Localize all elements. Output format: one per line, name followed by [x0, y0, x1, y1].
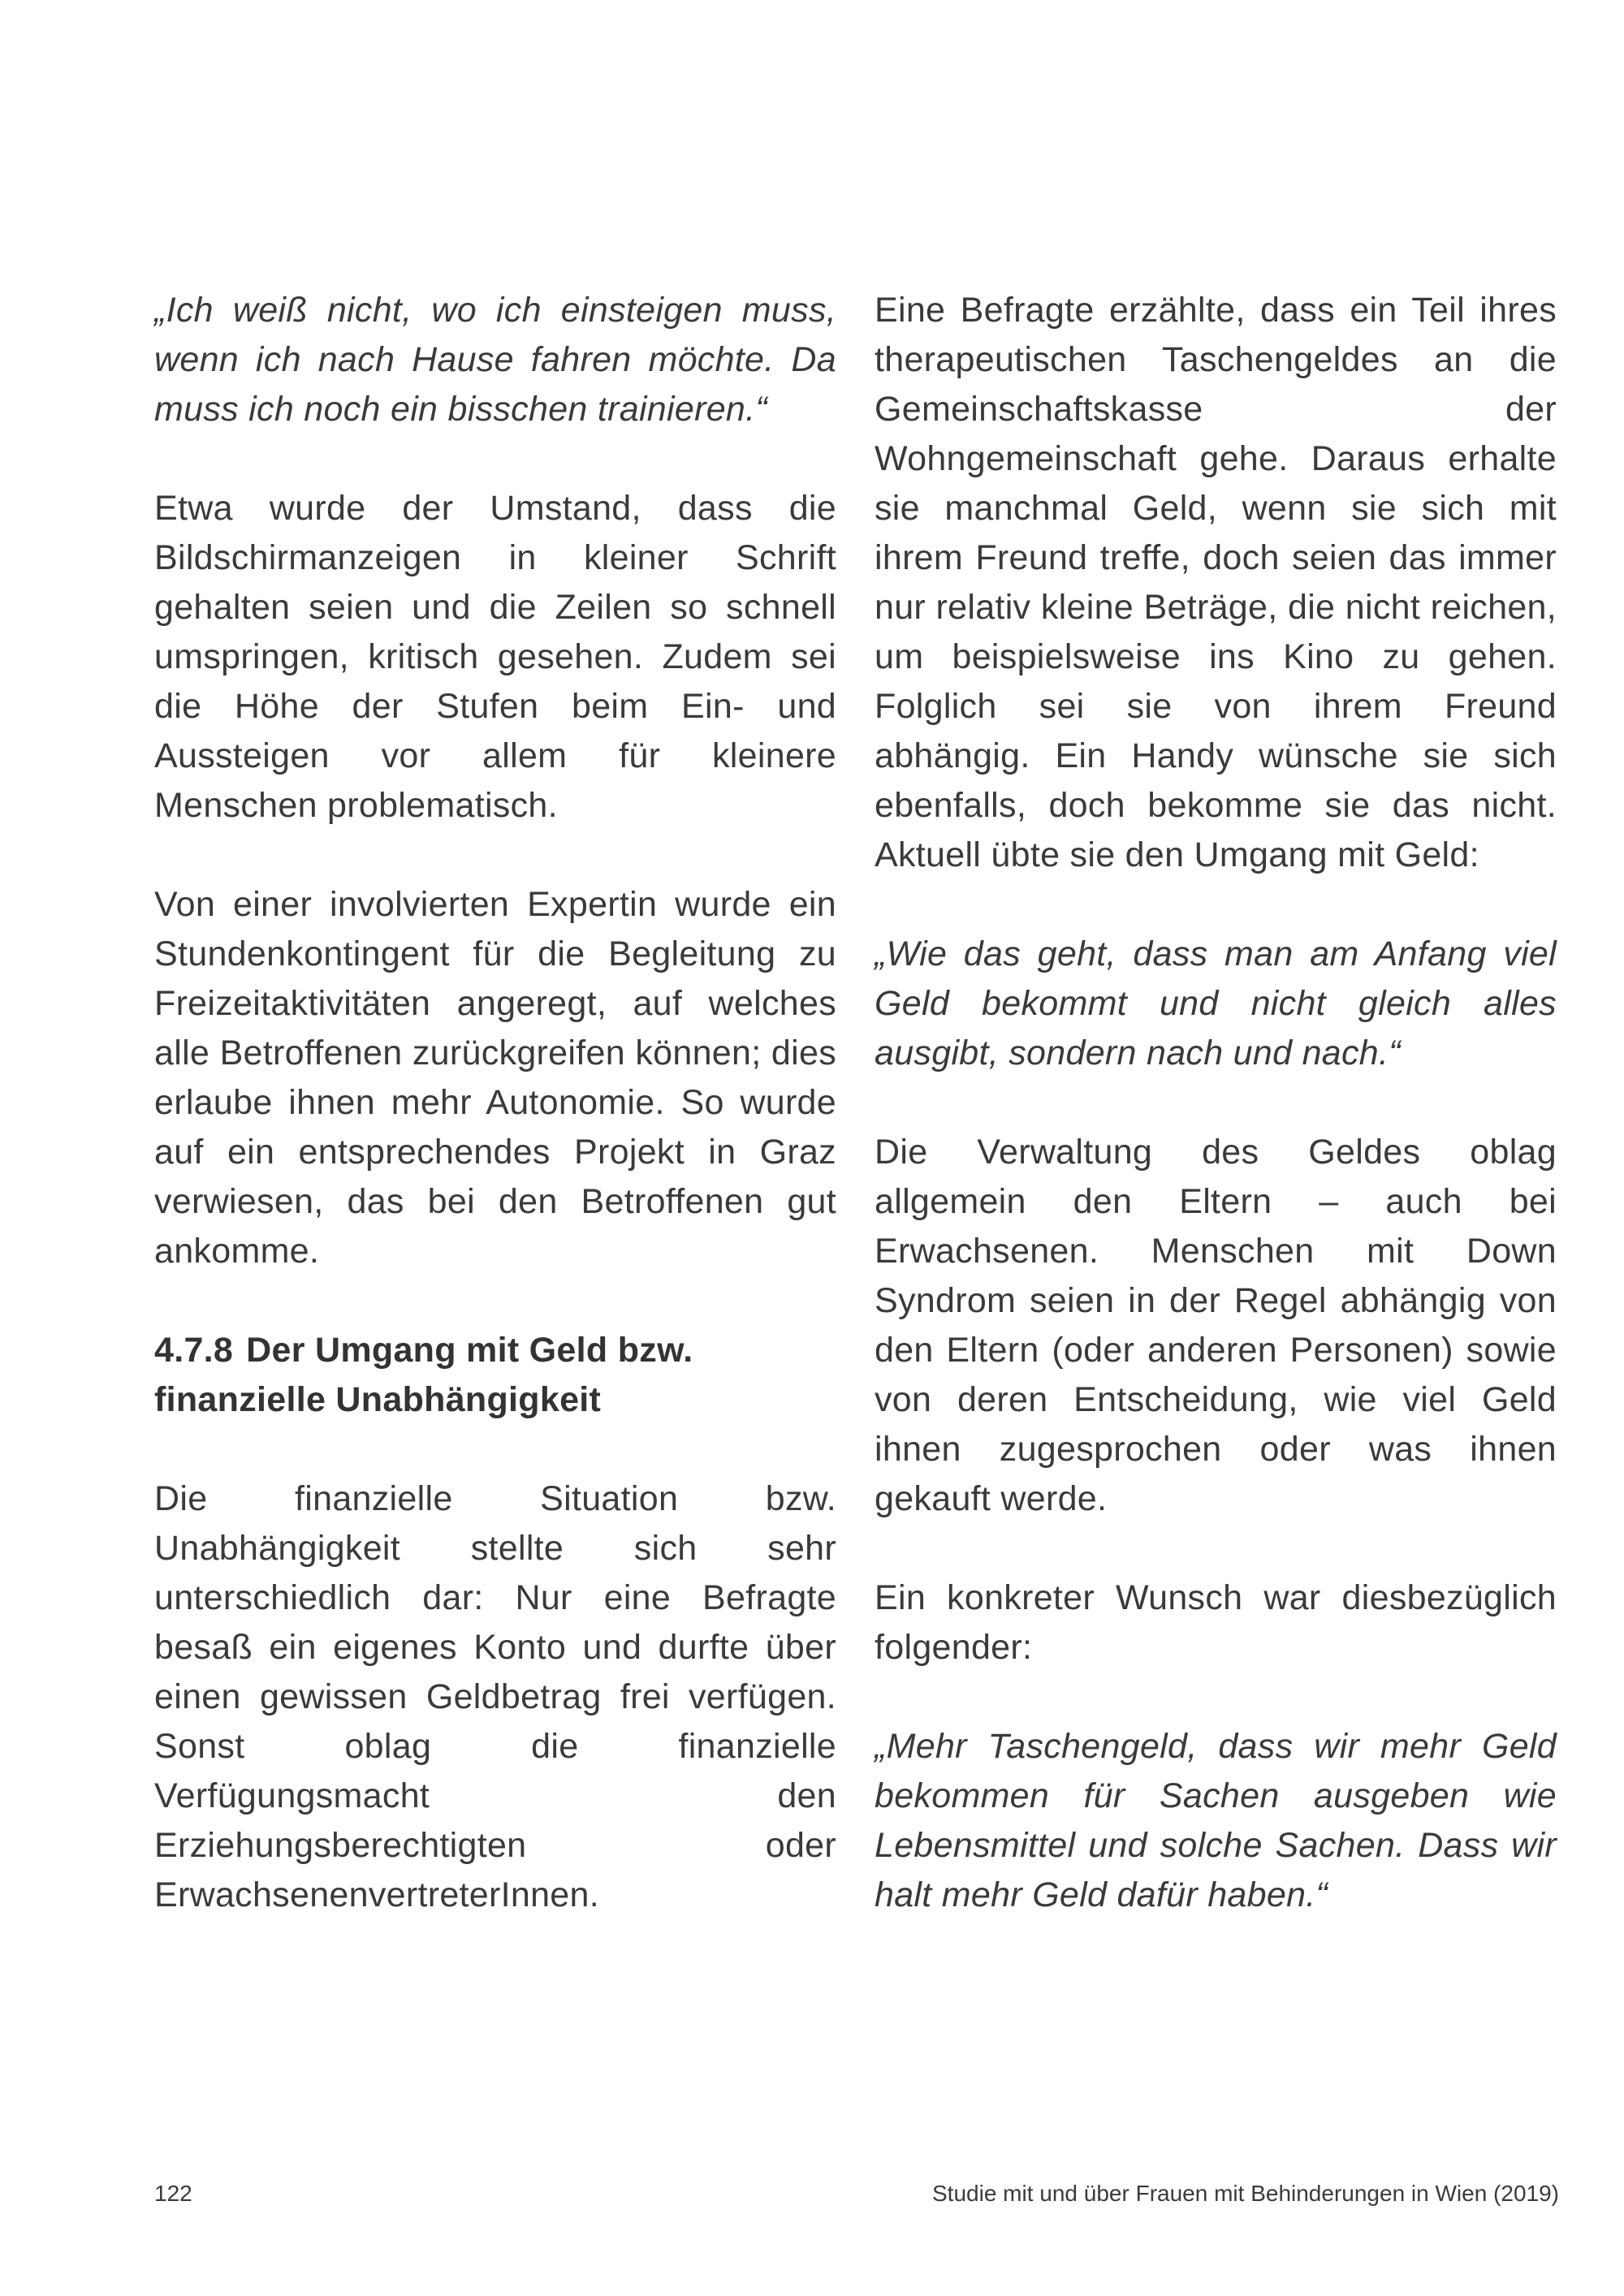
body-paragraph: Etwa wurde der Umstand, dass die Bildschirmanzeigen in kleiner Schrift gehalten seien und die Zeilen so schnell umspringen, kritisch gesehen. Zudem sei die Höhe der Stufen beim Ein- und Aussteigen vor allem für kleinere Menschen problematisch. [154, 489, 836, 825]
interview-quote: „Ich weiß nicht, wo ich einsteigen muss, wenn ich nach Hause fahren möchte. Da muss ich noch ein bisschen trainieren.“ [154, 291, 836, 429]
section-title: Der Umgang mit Geld bzw. finanzielle Unabhängigkeit [154, 1331, 693, 1419]
section-number: 4.7.8 [154, 1331, 234, 1370]
page-number: 122 [154, 2181, 192, 2206]
body-paragraph: Von einer involvierten Expertin wurde ein Stundenkontingent für die Begleitung zu Freizeitaktivitäten angeregt, auf welches alle Betroffenen zurückgreifen können; dies erlaube ihnen mehr Autonomie. So wurde auf ein entsprechendes Projekt in Graz verwiesen, das bei den Betroffenen gut ankomme. [154, 885, 836, 1271]
interview-quote: „Wie das geht, dass man am Anfang viel Geld bekommt und nicht gleich alles ausgibt, sondern nach und nach.“ [875, 934, 1557, 1072]
interview-quote: „Mehr Taschengeld, dass wir mehr Geld bekommen für Sachen ausgeben wie Lebensmittel und solche Sachen. Dass wir halt mehr Geld dafür haben.“ [875, 1727, 1557, 1914]
section-heading [154, 1326, 836, 1425]
publication-title: Studie mit und über Frauen mit Behinderungen in Wien (2019) [932, 2181, 1559, 2206]
body-paragraph: Die Verwaltung des Geldes oblag allgemein den Eltern – auch bei Erwachsenen. Menschen mit Down Syndrom seien in der Regel abhängig von den Eltern (oder anderen Personen) sowie von deren Entscheidung, wie viel Geld ihnen zugesprochen oder was ihnen gekauft werde. [875, 1133, 1557, 1518]
body-paragraph: Die finanzielle Situation bzw. Unabhängigkeit stellte sich sehr unterschiedlich dar: Nur eine Befragte besaß ein eigenes Konto und durfte über einen gewissen Geldbetrag frei verfügen. Sonst oblag die finanzielle Verfügungsmacht den Erziehungsberechtigten oder ErwachsenenvertreterInnen. [154, 1479, 836, 1914]
body-paragraph: Ein konkreter Wunsch war diesbezüglich folgender: [875, 1578, 1557, 1667]
left-column [154, 286, 836, 1970]
right-column [875, 286, 1557, 1970]
body-paragraph: Eine Befragte erzählte, dass ein Teil ihres therapeutischen Taschengeldes an die Gemeinschaftskasse der Wohngemeinschaft gehe. Daraus erhalte sie manchmal Geld, wenn sie sich mit ihrem Freund treffe, doch seien das immer nur relativ kleine Beträge, die nicht reichen, um beispielsweise ins Kino zu gehen. Folglich sei sie von ihrem Freund abhängig. Ein Handy wünsche sie sich ebenfalls, doch bekomme sie das nicht. Aktuell übte sie den Umgang mit Geld: [875, 291, 1557, 874]
